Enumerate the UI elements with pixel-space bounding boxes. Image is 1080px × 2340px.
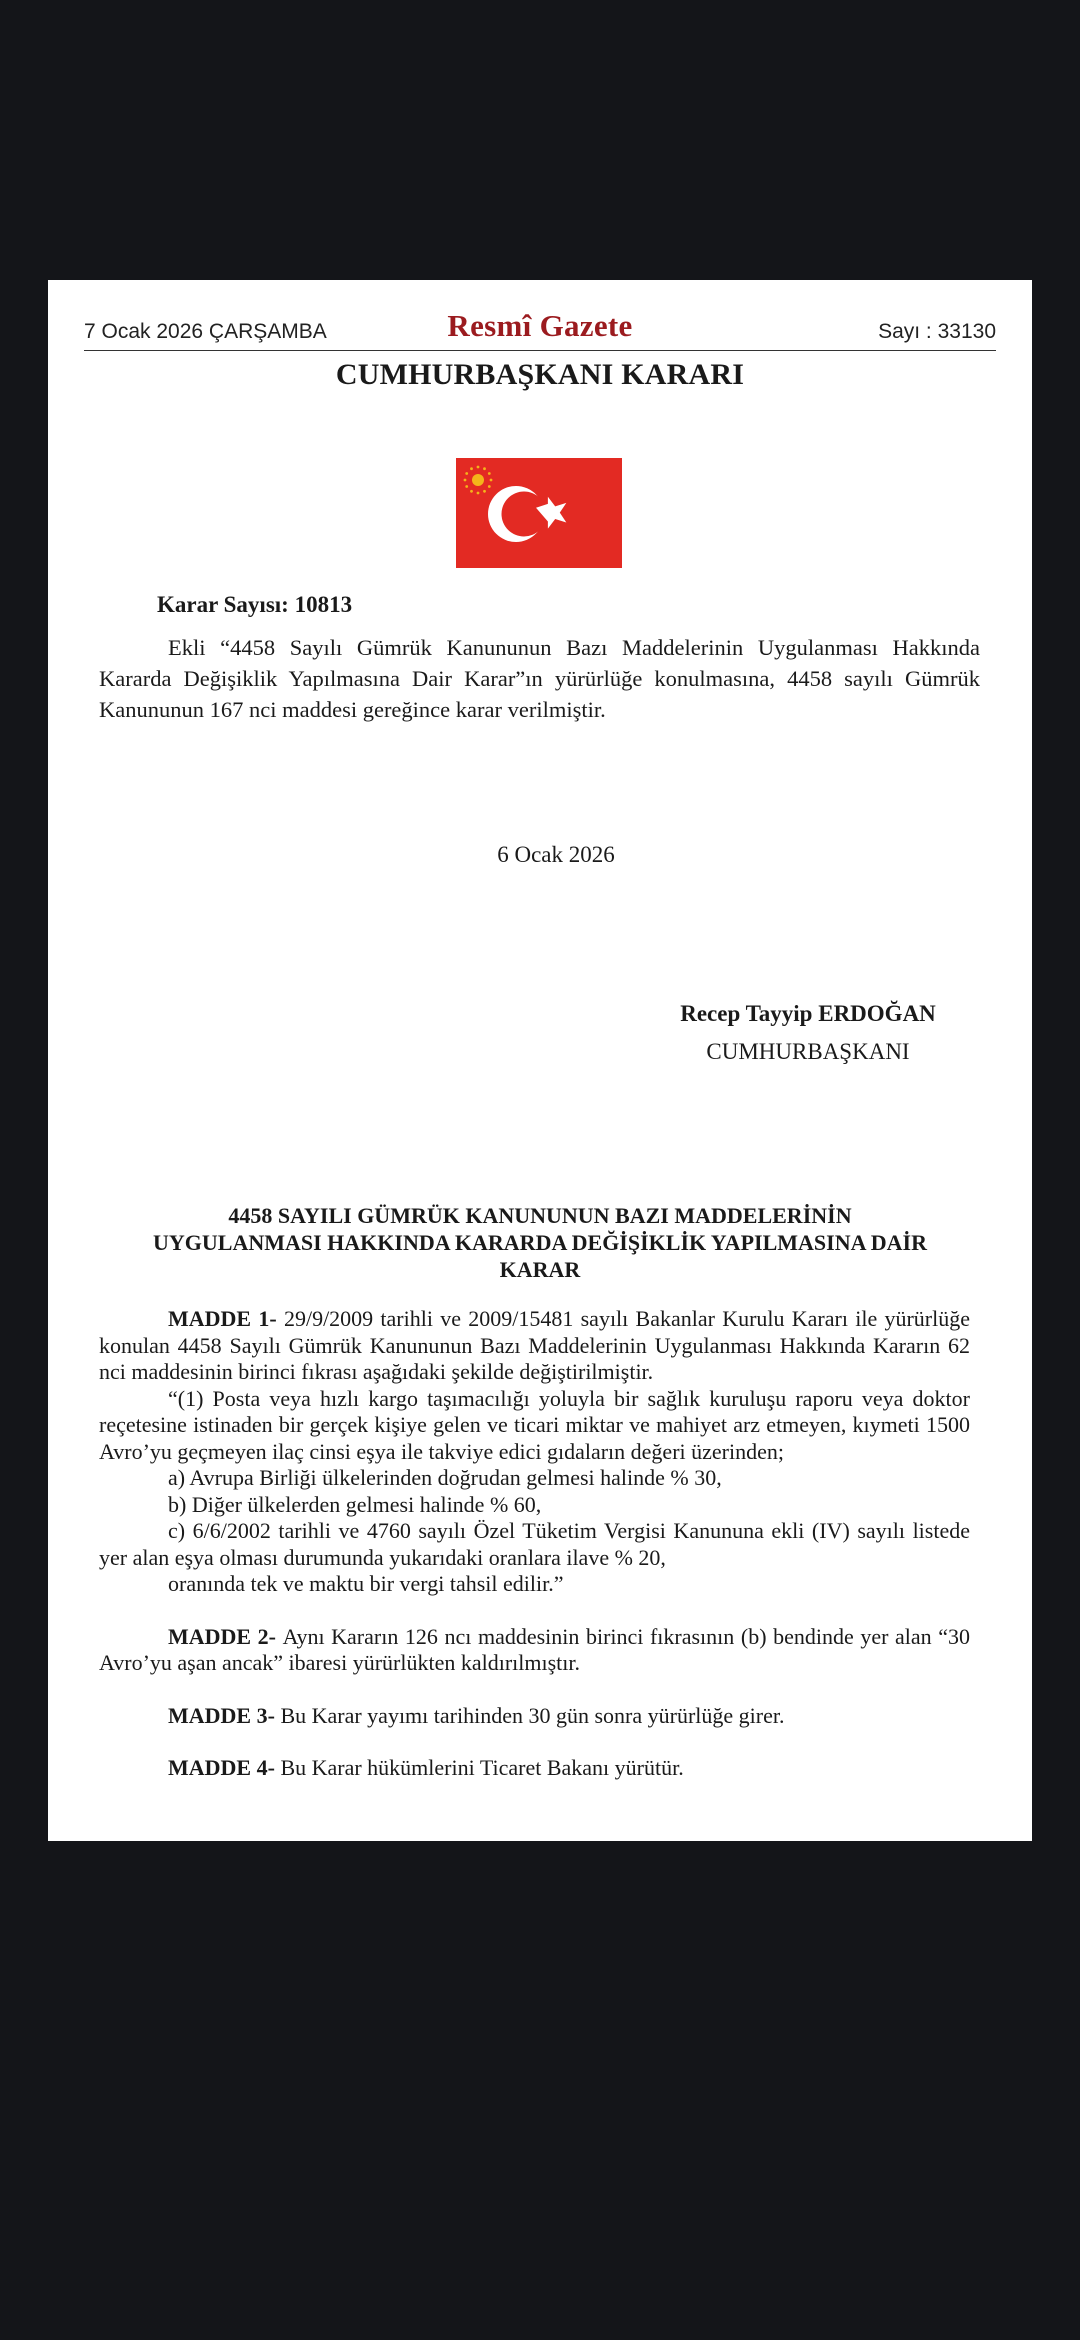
publication-title: Resmî Gazete [447,308,633,343]
spacer [99,1677,970,1703]
article-1-quoted-clause: “(1) Posta veya hızlı kargo taşımacılığı yoluyla bir sağlık kuruluşu raporu veya doktor reçetesine istinaden bir gerçek kişiye gelen ve ticari miktar ve mahiyet arz etmeyen, kıymeti 1500 Avro’yu geçmeyen ilaç cinsi eşya ile takviye edici gıdaların değeri üzerinden; [99,1385,970,1464]
spacer [99,1598,970,1624]
annex-title-line: KARAR [499,1257,581,1282]
article-3-label: MADDE 3- [168,1702,281,1728]
article-3-paragraph [99,1703,970,1730]
spacer [99,1729,970,1755]
article-1-text: 29/9/2009 tarihli ve 2009/15481 sayılı Bakanlar Kurulu Kararı ile yürürlüğe konulan 4458 Sayılı Gümrük Kanununun Bazı Maddelerinin Uygulanması Hakkında Kararın 62 nci maddesinin birinci fıkrası aşağıdaki şekilde değiştirilmiştir. [99,1306,970,1384]
annex-title [128,1202,952,1283]
article-1-item-b: b) Diğer ülkelerden gelmesi halinde % 60, [168,1491,542,1517]
signer-title: CUMHURBAŞKANI [706,1039,910,1064]
header-divider [84,350,996,351]
decision-number: Karar Sayısı: 10813 [157,592,353,617]
article-1-closing: oranında tek ve maktu bir vergi tahsil edilir.” [168,1571,564,1596]
article-4-text: Bu Karar hükümlerini Ticaret Bakanı yürütür. [280,1755,684,1780]
article-1-label: MADDE 1- [168,1306,284,1331]
decree-intro-paragraph: Ekli “4458 Sayılı Gümrük Kanununun Bazı Maddelerinin Uygulanması Hakkında Kararda Değişiklik Yapılmasına Dair Karar”ın yürürlüğe konulmasına, 4458 sayılı Gümrük Kanununun 167 nci maddesi gereğince karar verilmiştir. [99,635,980,722]
article-2-paragraph [99,1624,970,1677]
article-2-label: MADDE 2- [168,1623,283,1649]
signature-block [628,995,988,1071]
header-date: 7 Ocak 2026 ÇARŞAMBA [84,320,327,343]
decree-date: 6 Ocak 2026 [497,842,615,867]
article-4-label: MADDE 4- [168,1755,281,1780]
article-1-item-a: a) Avrupa Birliği ülkelerinden doğrudan gelmesi halinde % 30, [168,1465,722,1490]
article-1-paragraph [99,1306,970,1386]
presidential-flag-icon [456,458,622,568]
gazette-page [48,280,1032,1841]
gazette-header [84,308,996,350]
signer-name: Recep Tayyip ERDOĞAN [680,1001,936,1026]
annex-title-line: 4458 SAYILI GÜMRÜK KANUNUNUN BAZI MADDELERİNİN [228,1203,852,1228]
article-1-item-c: c) 6/6/2002 tarihli ve 4760 sayılı Özel Tüketim Vergisi Kanununa ekli (IV) sayılı listede yer alan eşya olması durumunda yukarıdaki oranlara ilave % 20, [99,1518,970,1570]
annex-title-line: UYGULANMASI HAKKINDA KARARDA DEĞİŞİKLİK YAPILMASINA DAİR [153,1230,927,1255]
annex-articles [99,1306,970,1782]
article-4-paragraph [99,1755,970,1782]
article-3-text: Bu Karar yayımı tarihinden 30 gün sonra yürürlüğe girer. [280,1702,785,1728]
decree-heading: CUMHURBAŞKANI KARARI [335,358,745,391]
issue-number: Sayı : 33130 [878,320,996,343]
article-2-text: Aynı Kararın 126 ncı maddesinin birinci fıkrasının (b) bendinde yer alan “30 Avro’yu aşan ancak” ibaresi yürürlükten kaldırılmıştır. [99,1623,970,1675]
